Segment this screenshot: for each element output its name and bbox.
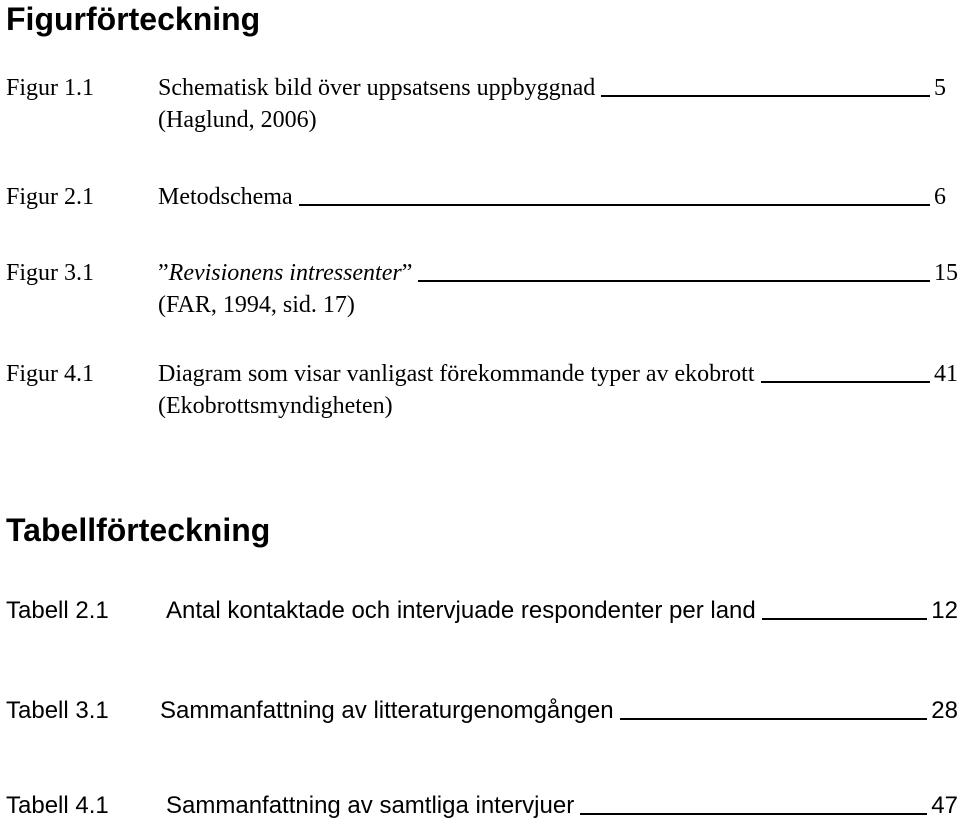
- figure-title: Metodschema: [158, 184, 293, 210]
- page-number: 5: [934, 75, 946, 101]
- table-label: Tabell 4.1: [6, 792, 109, 819]
- figure-list-heading: Figurförteckning: [6, 1, 261, 37]
- dot-leader: [620, 718, 928, 720]
- figure-source: (Ekobrottsmyndigheten): [158, 393, 393, 419]
- figure-label: Figur 3.1: [6, 260, 95, 286]
- dot-leader: [762, 618, 928, 620]
- page-number: 12: [931, 597, 958, 624]
- table-list-heading: Tabellförteckning: [6, 512, 271, 548]
- table-entry[interactable]: [0, 791, 960, 824]
- table-title: Antal kontaktade och intervjuade respondenter per land: [166, 597, 756, 624]
- figure-entry[interactable]: [0, 182, 960, 262]
- dot-leader: [418, 280, 930, 282]
- figure-title: ”Revisionens intressenter”: [158, 260, 413, 286]
- table-title: Sammanfattning av samtliga intervjuer: [166, 792, 575, 819]
- figure-entry[interactable]: [0, 73, 960, 153]
- page-number: 6: [934, 184, 946, 210]
- dot-leader: [580, 813, 927, 815]
- figure-entry[interactable]: [0, 258, 960, 338]
- table-entry[interactable]: [0, 596, 960, 676]
- figure-source: (FAR, 1994, sid. 17): [158, 292, 355, 318]
- figure-title: Schematisk bild över uppsatsens uppbyggnad: [158, 75, 596, 101]
- dot-leader: [761, 381, 931, 383]
- table-label: Tabell 3.1: [6, 697, 109, 724]
- page-number: 15: [934, 260, 958, 286]
- page-number: 41: [934, 361, 958, 387]
- dot-leader: [299, 204, 930, 206]
- table-title: Sammanfattning av litteraturgenomgången: [160, 697, 614, 724]
- figure-entry[interactable]: [0, 359, 960, 439]
- figure-source: (Haglund, 2006): [158, 107, 317, 133]
- table-label: Tabell 2.1: [6, 597, 109, 624]
- table-entry[interactable]: [0, 696, 960, 776]
- page-number: 28: [931, 697, 958, 724]
- figure-label: Figur 1.1: [6, 75, 95, 101]
- figure-label: Figur 2.1: [6, 184, 95, 210]
- figure-title: Diagram som visar vanligast förekommande typer av ekobrott: [158, 361, 755, 387]
- dot-leader: [601, 95, 930, 97]
- page-number: 47: [931, 792, 958, 819]
- figure-label: Figur 4.1: [6, 361, 95, 387]
